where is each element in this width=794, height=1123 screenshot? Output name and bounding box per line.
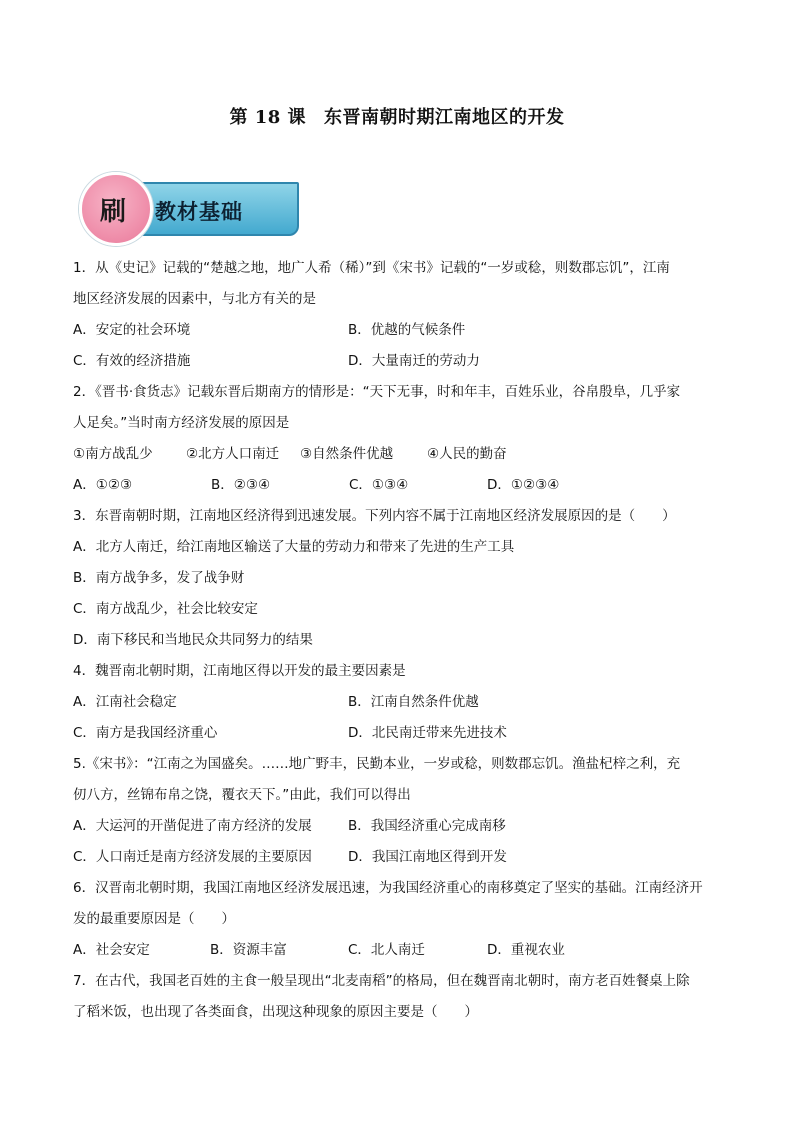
option-d[interactable]: D．①②③④ [487,477,560,493]
question-2 [73,377,723,501]
option-d[interactable]: D．重视农业 [487,942,565,958]
option-c[interactable]: C．北人南迁 [348,942,425,958]
lesson-number: 第 18 课 [229,107,307,128]
question-stem-line: 4．魏晋南北朝时期，江南地区得以开发的最主要因素是 [73,663,406,679]
statement-item: ②北方人口南迁 [186,446,280,462]
banner-label: 教材基础 [155,200,243,224]
option-a[interactable]: A．①②③ [73,477,133,493]
question-stem-line: 2．《晋书·食货志》记载东晋后期南方的情形是：“天下无事，时和年丰，百姓乐业，谷帛殷阜，几乎家 [73,384,681,400]
question-stem-line: 人足矣。”当时南方经济发展的原因是 [73,415,290,431]
option-d[interactable]: D．北民南迁带来先进技术 [348,725,507,741]
option-b[interactable]: B．江南自然条件优越 [348,694,479,710]
option-c[interactable]: C．南方是我国经济重心 [73,725,218,741]
statement-item: ①南方战乱少 [73,446,153,462]
option-c[interactable]: C．人口南迁是南方经济发展的主要原因 [73,849,312,865]
option-b[interactable]: B．优越的气候条件 [348,322,466,338]
option-a[interactable]: A．江南社会稳定 [73,694,177,710]
option-a[interactable]: A．安定的社会环境 [73,322,191,338]
question-7 [73,966,723,1028]
question-list [73,253,723,1028]
question-stem-line: 仞八方，丝锦布帛之饶，覆衣天下。”由此，我们可以得出 [73,787,411,803]
question-stem-line: 7．在古代，我国老百姓的主食一般呈现出“北麦南稻”的格局，但在魏晋南北朝时，南方老百姓餐桌上除 [73,973,690,989]
option-d[interactable]: D．南下移民和当地民众共同努力的结果 [73,632,313,648]
option-c[interactable]: C．①③④ [349,477,409,493]
option-b[interactable]: B．资源丰富 [210,942,287,958]
option-b[interactable]: B．南方战争多，发了战争财 [73,570,245,586]
option-b[interactable]: B．②③④ [211,477,271,493]
question-stem-line: 3．东晋南朝时期，江南地区经济得到迅速发展。下列内容不属于江南地区经济发展原因的是（ ） [73,508,676,524]
option-a[interactable]: A．社会安定 [73,942,150,958]
question-stem-line: 5.《宋书》：“江南之为国盛矣。……地广野丰，民勤本业，一岁或稔，则数郡忘饥。渔盐杞梓之利，充 [73,756,681,772]
question-3 [73,501,723,656]
page-title [0,103,794,129]
question-1 [73,253,723,377]
statement-item: ④人民的勤奋 [427,446,507,462]
option-d[interactable]: D．我国江南地区得到开发 [348,849,507,865]
option-c[interactable]: C．有效的经济措施 [73,353,191,369]
section-banner [75,172,305,242]
banner-badge-text: 刷 [100,197,127,227]
option-a[interactable]: A．北方人南迁，给江南地区输送了大量的劳动力和带来了先进的生产工具 [73,539,515,555]
statement-list [73,439,723,470]
question-6 [73,873,723,966]
question-stem-line: 6．汉晋南北朝时期，我国江南地区经济发展迅速，为我国经济重心的南移奠定了坚实的基础。江南经济开 [73,880,703,896]
question-stem-line: 了稻米饭，也出现了各类面食，出现这种现象的原因主要是（ ） [73,1004,478,1020]
question-stem-line: 地区经济发展的因素中，与北方有关的是 [73,291,316,307]
question-stem-line: 1．从《史记》记载的“楚越之地，地广人希（稀）”到《宋书》记载的“一岁或稔，则数郡忘饥”，江南 [73,260,670,276]
lesson-topic: 东晋南朝时期江南地区的开发 [324,107,565,128]
question-4 [73,656,723,749]
option-a[interactable]: A．大运河的开凿促进了南方经济的发展 [73,818,312,834]
option-d[interactable]: D．大量南迁的劳动力 [348,353,480,369]
question-stem-line: 发的最重要原因是（ ） [73,911,235,927]
option-b[interactable]: B．我国经济重心完成南移 [348,818,506,834]
question-5 [73,749,723,873]
option-c[interactable]: C．南方战乱少，社会比较安定 [73,601,258,617]
statement-item: ③自然条件优越 [300,446,394,462]
